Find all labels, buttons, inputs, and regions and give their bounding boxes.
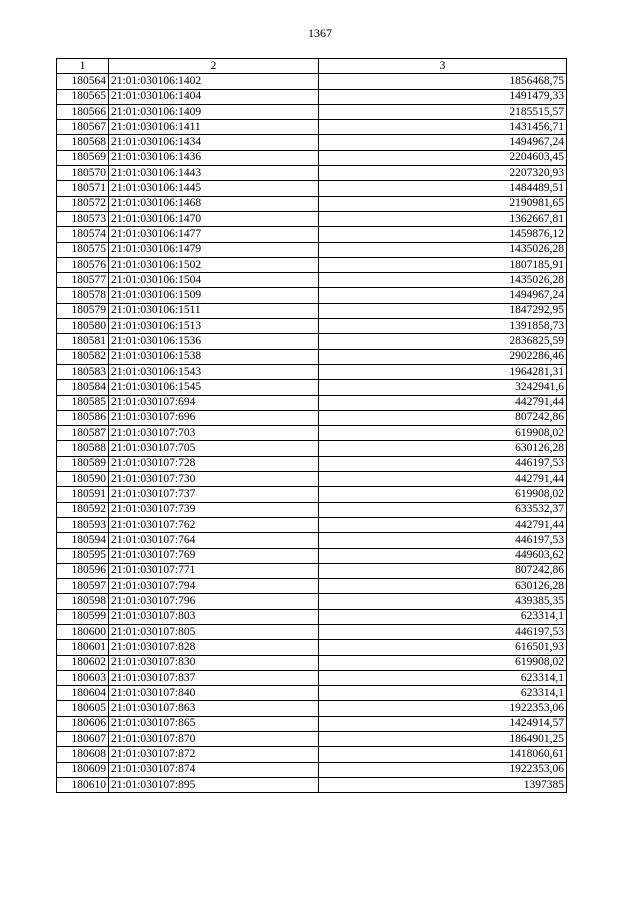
table-row xyxy=(57,517,567,532)
cadastral-value: 1922353,06 xyxy=(319,701,567,716)
cadastral-value: 1491479,33 xyxy=(319,89,567,104)
table-row xyxy=(57,426,567,441)
row-number: 180598 xyxy=(57,594,109,609)
table-row xyxy=(57,533,567,548)
table-row xyxy=(57,74,567,89)
cadastral-number: 21:01:030107:769 xyxy=(109,548,319,563)
cadastral-value: 616501,93 xyxy=(319,640,567,655)
cadastral-number: 21:01:030106:1445 xyxy=(109,181,319,196)
cadastral-number: 21:01:030107:771 xyxy=(109,563,319,578)
row-number: 180581 xyxy=(57,334,109,349)
table-header-row xyxy=(57,59,567,74)
table-row xyxy=(57,242,567,257)
cadastral-value: 1856468,75 xyxy=(319,74,567,89)
table-row xyxy=(57,135,567,150)
table-row xyxy=(57,319,567,334)
cadastral-value: 623314,1 xyxy=(319,686,567,701)
cadastral-value: 1922353,06 xyxy=(319,762,567,777)
cadastral-number: 21:01:030107:739 xyxy=(109,502,319,517)
row-number: 180595 xyxy=(57,548,109,563)
cadastral-number: 21:01:030106:1536 xyxy=(109,334,319,349)
table-row xyxy=(57,395,567,410)
table-row xyxy=(57,380,567,395)
table-row xyxy=(57,640,567,655)
table-row xyxy=(57,563,567,578)
row-number: 180589 xyxy=(57,456,109,471)
table-row xyxy=(57,150,567,165)
table-row xyxy=(57,701,567,716)
row-number: 180580 xyxy=(57,319,109,334)
cadastral-number: 21:01:030106:1479 xyxy=(109,242,319,257)
table-row xyxy=(57,181,567,196)
cadastral-number: 21:01:030107:863 xyxy=(109,701,319,716)
cadastral-number: 21:01:030107:837 xyxy=(109,670,319,685)
row-number: 180588 xyxy=(57,441,109,456)
row-number: 180575 xyxy=(57,242,109,257)
row-number: 180585 xyxy=(57,395,109,410)
row-number: 180586 xyxy=(57,410,109,425)
row-number: 180590 xyxy=(57,472,109,487)
table-row xyxy=(57,89,567,104)
row-number: 180569 xyxy=(57,150,109,165)
row-number: 180604 xyxy=(57,686,109,701)
row-number: 180597 xyxy=(57,579,109,594)
cadastral-value: 442791,44 xyxy=(319,395,567,410)
cadastral-value: 630126,28 xyxy=(319,579,567,594)
row-number: 180600 xyxy=(57,624,109,639)
table-row xyxy=(57,716,567,731)
row-number: 180583 xyxy=(57,364,109,379)
cadastral-number: 21:01:030106:1404 xyxy=(109,89,319,104)
cadastral-value: 623314,1 xyxy=(319,609,567,624)
cadastral-number: 21:01:030106:1470 xyxy=(109,211,319,226)
cadastral-value: 1435026,28 xyxy=(319,242,567,257)
table-row xyxy=(57,456,567,471)
row-number: 180591 xyxy=(57,487,109,502)
cadastral-value: 1362667,81 xyxy=(319,211,567,226)
cadastral-number: 21:01:030106:1543 xyxy=(109,364,319,379)
table-row xyxy=(57,777,567,792)
row-number: 180594 xyxy=(57,533,109,548)
cadastral-number: 21:01:030106:1509 xyxy=(109,288,319,303)
row-number: 180607 xyxy=(57,732,109,747)
table-row xyxy=(57,257,567,272)
cadastral-number: 21:01:030107:737 xyxy=(109,487,319,502)
row-number: 180576 xyxy=(57,257,109,272)
table-row xyxy=(57,624,567,639)
cadastral-number: 21:01:030107:794 xyxy=(109,579,319,594)
cadastral-value: 446197,53 xyxy=(319,456,567,471)
cadastral-number: 21:01:030107:895 xyxy=(109,777,319,792)
cadastral-value: 619908,02 xyxy=(319,426,567,441)
column-header-1: 1 xyxy=(57,59,109,74)
cadastral-number: 21:01:030106:1411 xyxy=(109,120,319,135)
table-row xyxy=(57,120,567,135)
table-row xyxy=(57,609,567,624)
row-number: 180596 xyxy=(57,563,109,578)
row-number: 180573 xyxy=(57,211,109,226)
row-number: 180602 xyxy=(57,655,109,670)
table-row xyxy=(57,196,567,211)
cadastral-number: 21:01:030107:694 xyxy=(109,395,319,410)
cadastral-number: 21:01:030107:874 xyxy=(109,762,319,777)
cadastral-number: 21:01:030107:865 xyxy=(109,716,319,731)
table-row xyxy=(57,104,567,119)
table-row xyxy=(57,273,567,288)
cadastral-number: 21:01:030107:840 xyxy=(109,686,319,701)
cadastral-value: 3242941,6 xyxy=(319,380,567,395)
cadastral-number: 21:01:030107:730 xyxy=(109,472,319,487)
cadastral-value: 1397385 xyxy=(319,777,567,792)
page-number: 1367 xyxy=(308,26,332,40)
row-number: 180566 xyxy=(57,104,109,119)
table-row xyxy=(57,166,567,181)
row-number: 180567 xyxy=(57,120,109,135)
cadastral-value: 439385,35 xyxy=(319,594,567,609)
cadastral-value: 2204603,45 xyxy=(319,150,567,165)
cadastral-number: 21:01:030107:870 xyxy=(109,732,319,747)
cadastral-value: 1964281,31 xyxy=(319,364,567,379)
cadastral-value: 1391858,73 xyxy=(319,319,567,334)
cadastral-number: 21:01:030106:1434 xyxy=(109,135,319,150)
table-row xyxy=(57,747,567,762)
cadastral-number: 21:01:030106:1513 xyxy=(109,319,319,334)
row-number: 180608 xyxy=(57,747,109,762)
cadastral-value: 449603,62 xyxy=(319,548,567,563)
table-row xyxy=(57,655,567,670)
column-header-3: 3 xyxy=(319,59,567,74)
cadastral-value: 619908,02 xyxy=(319,487,567,502)
row-number: 180609 xyxy=(57,762,109,777)
cadastral-number: 21:01:030106:1545 xyxy=(109,380,319,395)
row-number: 180584 xyxy=(57,380,109,395)
table-row xyxy=(57,579,567,594)
row-number: 180571 xyxy=(57,181,109,196)
cadastral-number: 21:01:030106:1409 xyxy=(109,104,319,119)
column-header-2: 2 xyxy=(109,59,319,74)
cadastral-number: 21:01:030107:828 xyxy=(109,640,319,655)
cadastral-value: 442791,44 xyxy=(319,472,567,487)
cadastral-number: 21:01:030107:796 xyxy=(109,594,319,609)
row-number: 180582 xyxy=(57,349,109,364)
row-number: 180599 xyxy=(57,609,109,624)
cadastral-value: 1459876,12 xyxy=(319,227,567,242)
cadastral-number: 21:01:030107:764 xyxy=(109,533,319,548)
cadastral-number: 21:01:030107:872 xyxy=(109,747,319,762)
cadastral-value: 2207320,93 xyxy=(319,166,567,181)
row-number: 180565 xyxy=(57,89,109,104)
cadastral-value: 1431456,71 xyxy=(319,120,567,135)
table-row xyxy=(57,762,567,777)
row-number: 180601 xyxy=(57,640,109,655)
cadastral-number: 21:01:030107:703 xyxy=(109,426,319,441)
cadastral-number: 21:01:030107:805 xyxy=(109,624,319,639)
table-row xyxy=(57,211,567,226)
cadastral-value: 807242,86 xyxy=(319,410,567,425)
cadastral-number: 21:01:030106:1502 xyxy=(109,257,319,272)
cadastral-value: 630126,28 xyxy=(319,441,567,456)
table-row xyxy=(57,502,567,517)
table-row xyxy=(57,410,567,425)
table-row xyxy=(57,334,567,349)
cadastral-value: 1864901,25 xyxy=(319,732,567,747)
table-body xyxy=(57,74,567,793)
row-number: 180592 xyxy=(57,502,109,517)
table-row xyxy=(57,288,567,303)
cadastral-value: 446197,53 xyxy=(319,624,567,639)
row-number: 180593 xyxy=(57,517,109,532)
cadastral-value: 1807185,91 xyxy=(319,257,567,272)
row-number: 180564 xyxy=(57,74,109,89)
table-row xyxy=(57,487,567,502)
cadastral-number: 21:01:030106:1468 xyxy=(109,196,319,211)
table-row xyxy=(57,364,567,379)
cadastral-number: 21:01:030106:1504 xyxy=(109,273,319,288)
cadastral-number: 21:01:030107:696 xyxy=(109,410,319,425)
cadastral-value: 633532,37 xyxy=(319,502,567,517)
table-row xyxy=(57,732,567,747)
row-number: 180574 xyxy=(57,227,109,242)
row-number: 180578 xyxy=(57,288,109,303)
table-row xyxy=(57,227,567,242)
row-number: 180577 xyxy=(57,273,109,288)
cadastral-number: 21:01:030106:1511 xyxy=(109,303,319,318)
table-row xyxy=(57,441,567,456)
cadastral-number: 21:01:030107:728 xyxy=(109,456,319,471)
cadastral-number: 21:01:030106:1402 xyxy=(109,74,319,89)
table-row xyxy=(57,349,567,364)
row-number: 180572 xyxy=(57,196,109,211)
table-row xyxy=(57,670,567,685)
cadastral-value: 2185515,57 xyxy=(319,104,567,119)
cadastral-value: 807242,86 xyxy=(319,563,567,578)
row-number: 180603 xyxy=(57,670,109,685)
cadastral-number: 21:01:030106:1538 xyxy=(109,349,319,364)
cadastral-value: 442791,44 xyxy=(319,517,567,532)
cadastral-value: 1494967,24 xyxy=(319,135,567,150)
cadastral-value: 1418060,61 xyxy=(319,747,567,762)
row-number: 180579 xyxy=(57,303,109,318)
cadastral-value: 446197,53 xyxy=(319,533,567,548)
row-number: 180606 xyxy=(57,716,109,731)
cadastral-value: 623314,1 xyxy=(319,670,567,685)
cadastral-value: 1435026,28 xyxy=(319,273,567,288)
row-number: 180587 xyxy=(57,426,109,441)
cadastral-number: 21:01:030106:1443 xyxy=(109,166,319,181)
cadastral-value: 1847292,95 xyxy=(319,303,567,318)
table-row xyxy=(57,686,567,701)
cadastral-value: 2836825,59 xyxy=(319,334,567,349)
row-number: 180568 xyxy=(57,135,109,150)
table-row xyxy=(57,472,567,487)
cadastral-number: 21:01:030107:803 xyxy=(109,609,319,624)
cadastral-value: 619908,02 xyxy=(319,655,567,670)
table-row xyxy=(57,594,567,609)
cadastral-number: 21:01:030107:762 xyxy=(109,517,319,532)
table-row xyxy=(57,303,567,318)
cadastral-value: 1494967,24 xyxy=(319,288,567,303)
row-number: 180570 xyxy=(57,166,109,181)
cadastral-value-table xyxy=(56,58,567,793)
cadastral-value: 2190981,65 xyxy=(319,196,567,211)
cadastral-value: 2902286,46 xyxy=(319,349,567,364)
table-row xyxy=(57,548,567,563)
cadastral-number: 21:01:030106:1477 xyxy=(109,227,319,242)
cadastral-number: 21:01:030107:705 xyxy=(109,441,319,456)
row-number: 180610 xyxy=(57,777,109,792)
cadastral-number: 21:01:030107:830 xyxy=(109,655,319,670)
row-number: 180605 xyxy=(57,701,109,716)
cadastral-number: 21:01:030106:1436 xyxy=(109,150,319,165)
cadastral-value: 1424914,57 xyxy=(319,716,567,731)
cadastral-value: 1484489,51 xyxy=(319,181,567,196)
